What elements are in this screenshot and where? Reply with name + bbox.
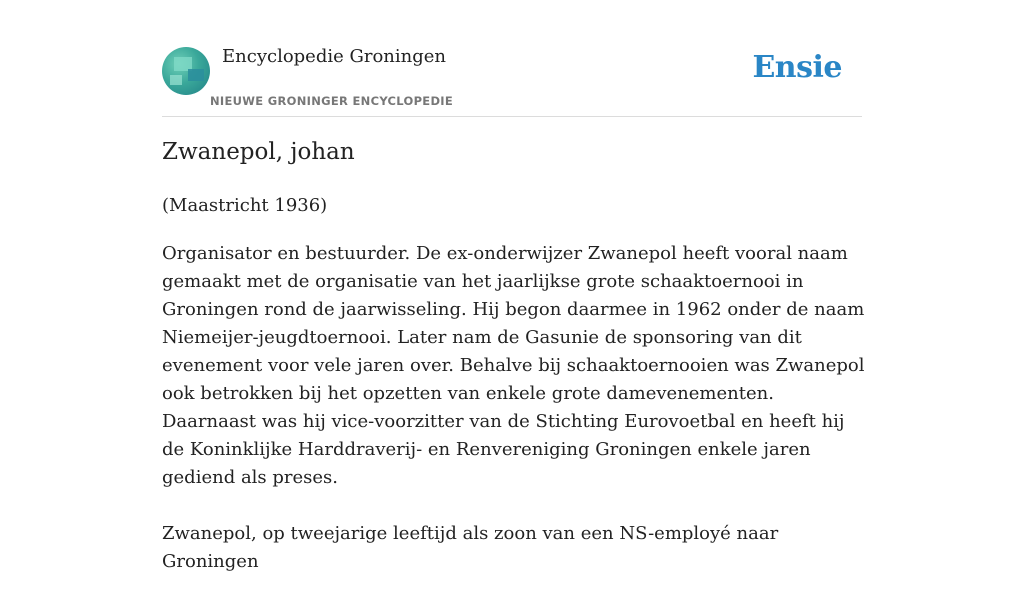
site-title-link[interactable]: Encyclopedie Groningen xyxy=(222,46,447,67)
entry-paragraph: Zwanepol, op tweejarige leeftijd als zoon van een NS-employé naar Groningen xyxy=(162,523,779,572)
site-subtitle: NIEUWE GRONINGER ENCYCLOPEDIE xyxy=(210,94,454,108)
avatar-tile xyxy=(170,75,182,85)
ensie-logo-link[interactable]: Ensie xyxy=(752,50,842,85)
avatar-tile xyxy=(188,69,204,81)
entry-birth-info: (Maastricht 1936) xyxy=(162,195,328,216)
site-header xyxy=(162,0,862,117)
page-container xyxy=(162,0,865,572)
entry-body xyxy=(162,240,867,604)
site-avatar[interactable] xyxy=(162,47,210,95)
entry-title: Zwanepol, johan xyxy=(162,139,355,165)
entry-paragraph: Organisator en bestuurder. De ex-onderwijzer Zwanepol heeft vooral naam gemaakt met de organisatie van het jaarlijkse grote schaaktoernooi in Groningen rond de jaarwisseling. Hij begon daarmee in 1962 onder de naam Niemeijer-jeugdtoernooi. Later nam de Gasunie de sponsoring van dit evenement voor vele jaren over. Behalve bij schaaktoernooien was Zwanepol ook betrokken bij het opzetten van enkele grote damevenementen. Daarnaast was hij vice-voorzitter van de Stichting Eurovoetbal en heeft hij de Koninklijke Harddraverij- en Renvereniging Groningen enkele jaren gediend als preses. xyxy=(162,243,865,488)
